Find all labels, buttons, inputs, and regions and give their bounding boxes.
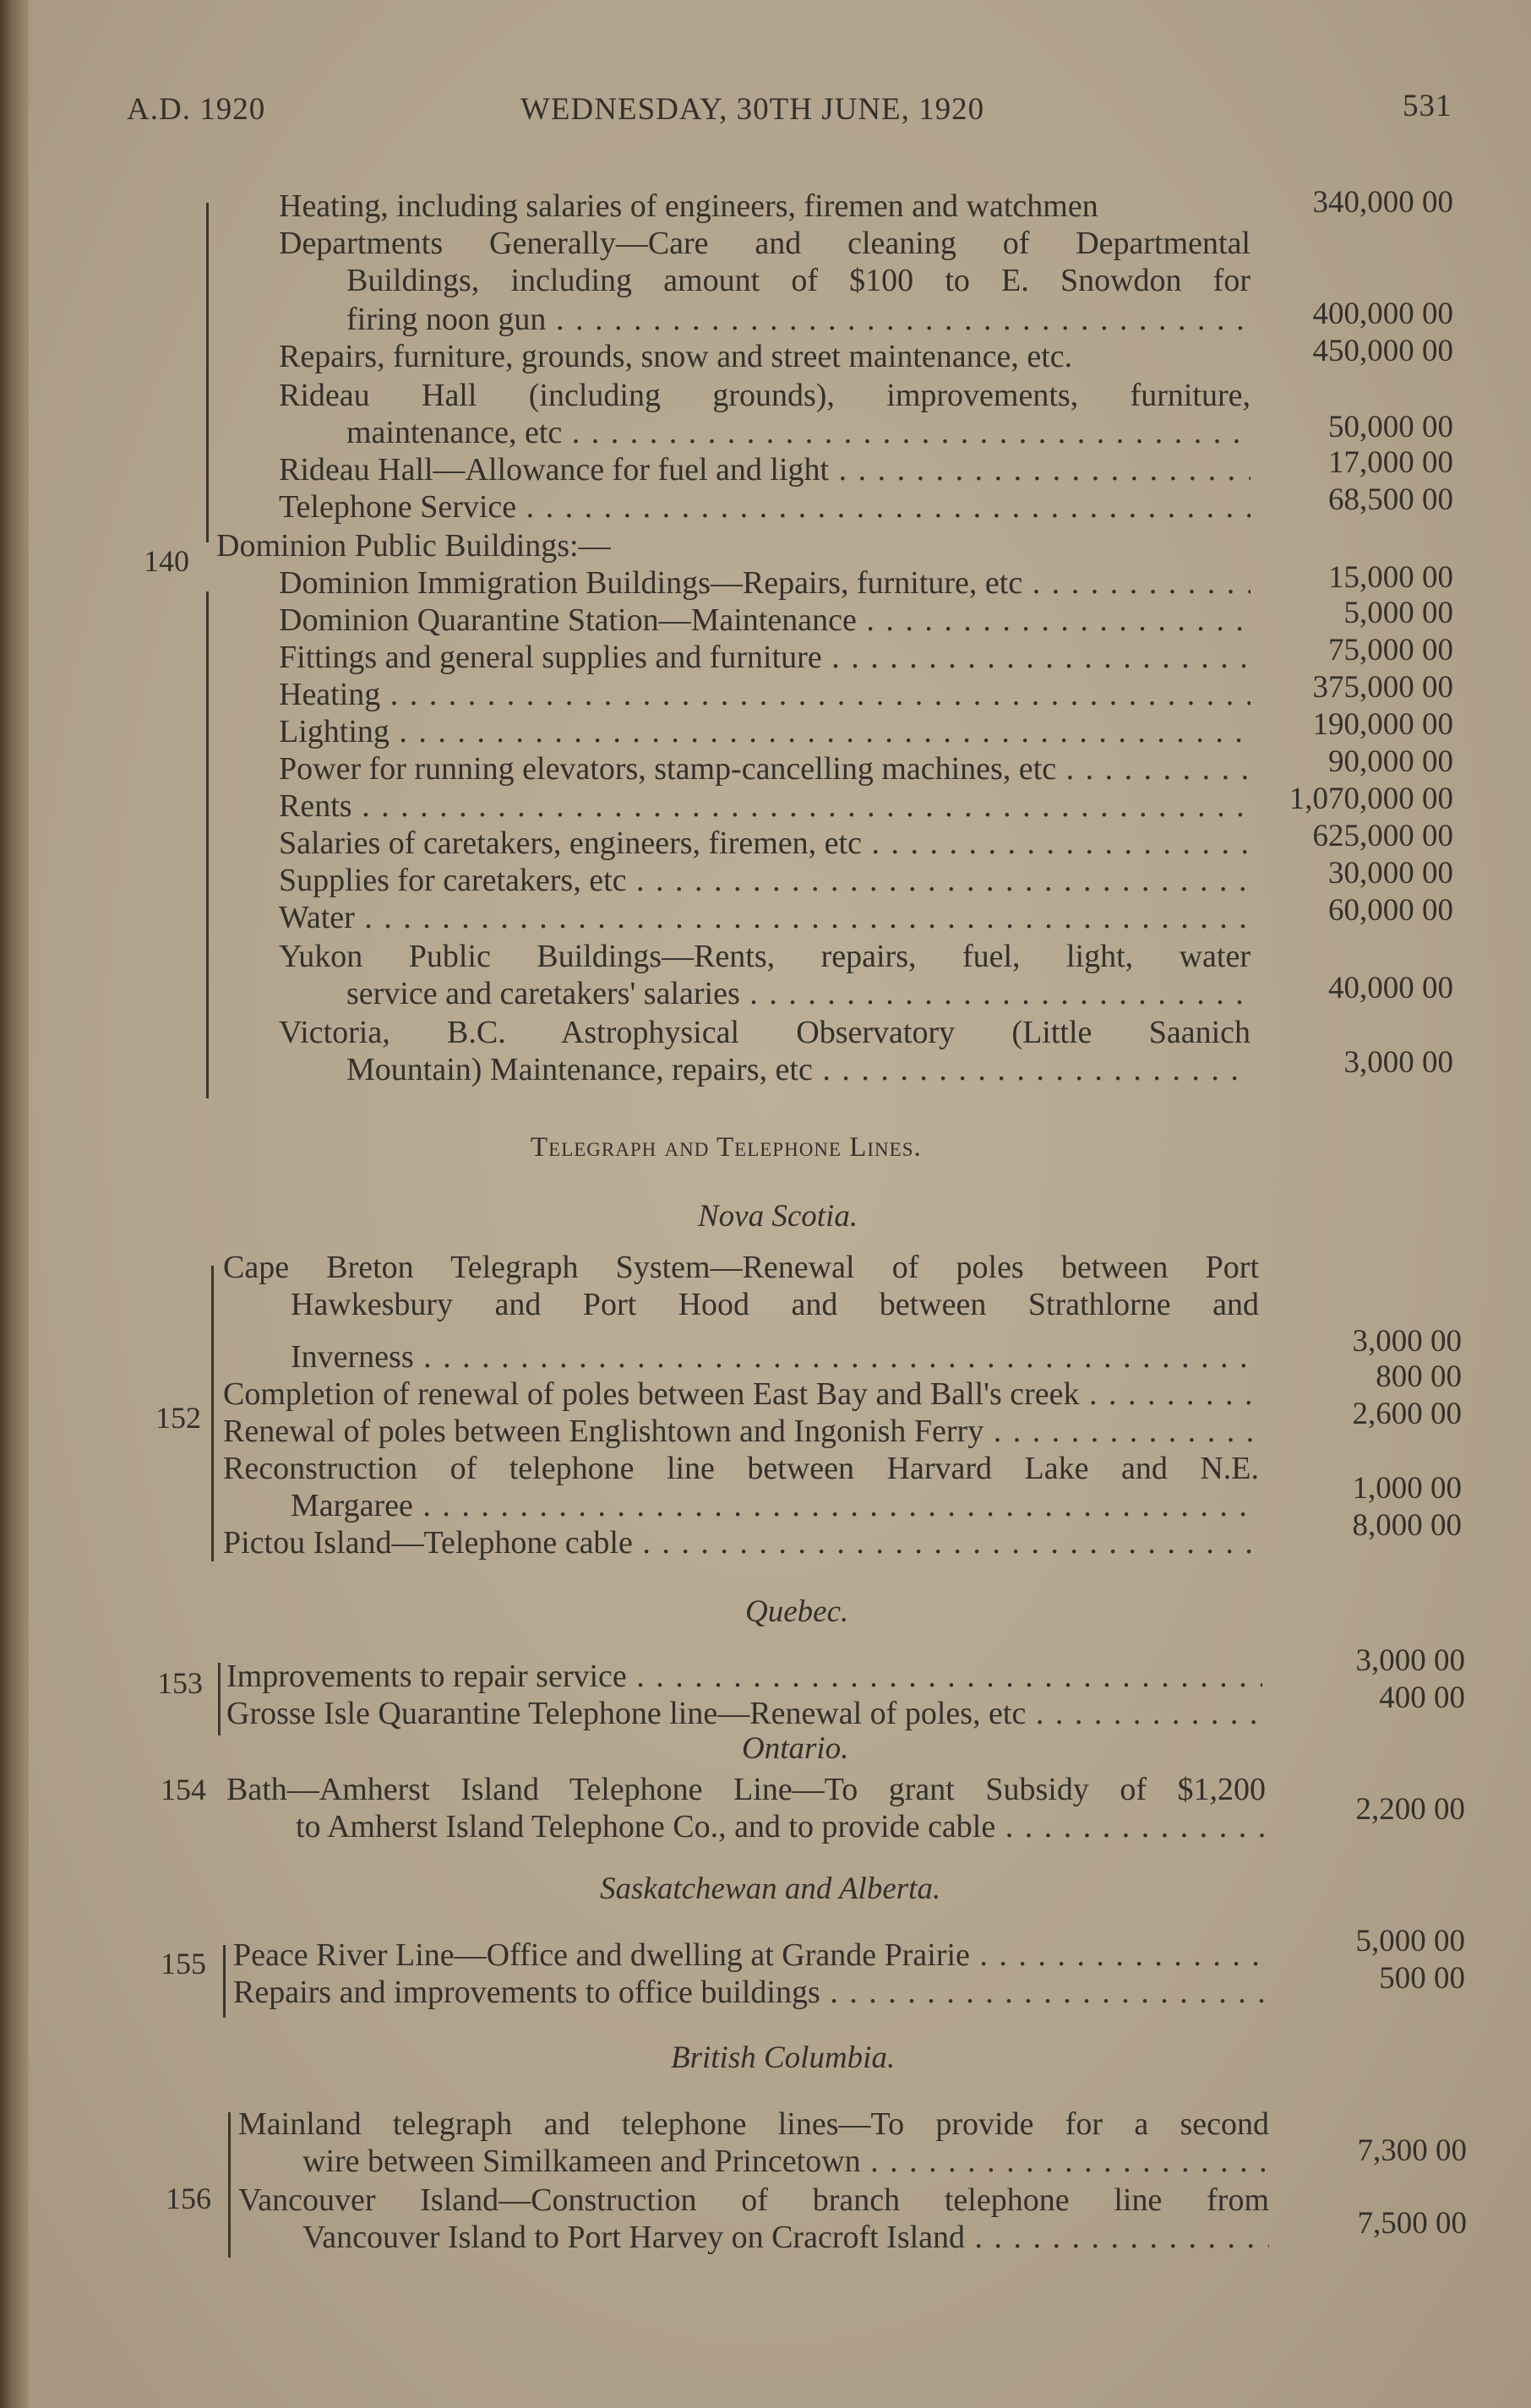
yukon-line-2: service and caretakers' salaries . . . [346,975,1250,1012]
power-line: Power for running elevators, stamp-cancelling machines, etc . . . [279,750,1250,787]
renewal-amount: 2,600 00 [1352,1397,1462,1431]
rideau-fuel-amount: 17,000 00 [1328,445,1453,480]
lighting-line: Lighting . . . [279,713,1250,750]
cape-breton-line-3: Inverness . . . [291,1338,1259,1376]
rents-amount: 1,070,000 00 [1289,782,1453,816]
cape-breton-line-1: Cape Breton Telegraph System—Renewal of poles between Port [223,1250,1259,1285]
fittings-line: Fittings and general supplies and furniture . . . [279,639,1250,676]
vote-number-154: 154 [161,1773,206,1806]
vote-number-155: 155 [161,1947,206,1980]
mainland-line-2: wire between Similkameen and Princetown . . . [302,2143,1269,2180]
reconstruction-line-1: Reconstruction of telephone line between Harvard Lake and N.E. [223,1451,1259,1486]
peace-river-amount: 5,000 00 [1355,1924,1465,1959]
rideau-line-1: Rideau Hall (including grounds), improvements, furniture, [279,378,1250,413]
brace-lower [206,591,209,1098]
improvements-line: Improvements to repair service . . . [226,1658,1262,1695]
water-amount: 60,000 00 [1328,893,1453,928]
departments-amount: 400,000 00 [1312,297,1453,331]
reconstruction-line-2: Margaree . . . [291,1487,1259,1524]
quebec-title: Quebec. [745,1594,849,1629]
office-repairs-amount: 500 00 [1379,1961,1465,1996]
grosse-isle-amount: 400 00 [1379,1681,1465,1715]
peace-river-line: Peace River Line—Office and dwelling at Grande Prairie . . . [233,1937,1266,1974]
yukon-line-1: Yukon Public Buildings—Rents, repairs, fuel, light, water [279,939,1250,974]
rideau-amount: 50,000 00 [1328,410,1453,444]
heating-salaries-line: Heating, including salaries of engineers, firemen and watchmen [279,188,1098,224]
bath-line-2: to Amherst Island Telephone Co., and to provide cable . . . [296,1808,1266,1845]
pictou-line: Pictou Island—Telephone cable . . . [223,1524,1259,1561]
dominion-buildings-heading: Dominion Public Buildings:— [216,528,611,564]
sask-alberta-title: Saskatchewan and Alberta. [600,1871,941,1906]
rideau-line-2: maintenance, etc . . . [346,414,1250,451]
supplies-amount: 30,000 00 [1328,856,1453,891]
departments-line-3: firing noon gun . . . [346,301,1250,338]
heating-amount: 375,000 00 [1312,670,1453,705]
salaries-line: Salaries of caretakers, engineers, firemen, etc . . . [279,825,1250,862]
victoria-amount: 3,000 00 [1343,1045,1453,1080]
bath-amount: 2,200 00 [1355,1792,1465,1827]
reconstruction-amount: 1,000 00 [1352,1471,1462,1506]
brace-153 [218,1663,221,1735]
victoria-line-2: Mountain) Maintenance, repairs, etc . . . [346,1051,1250,1088]
quarantine-line: Dominion Quarantine Station—Maintenance . . . [279,602,1250,639]
ontario-title: Ontario. [742,1731,849,1766]
rents-line: Rents . . . [279,787,1250,825]
quarantine-amount: 5,000 00 [1343,596,1453,630]
bath-line-1: Bath—Amherst Island Telephone Line—To grant Subsidy of $1,200 [226,1772,1266,1807]
repairs-amount: 450,000 00 [1312,334,1453,368]
yukon-amount: 40,000 00 [1328,971,1453,1005]
fittings-amount: 75,000 00 [1328,633,1453,667]
vote-number-156: 156 [166,2182,211,2215]
vancouver-line-2: Vancouver Island to Port Harvey on Cracroft Island . . . [302,2219,1269,2256]
brace-152 [211,1266,214,1561]
lighting-amount: 190,000 00 [1312,707,1453,742]
vancouver-amount: 7,500 00 [1357,2206,1467,2241]
repairs-line: Repairs, furniture, grounds, snow and street maintenance, etc. [279,339,1073,374]
vote-number-140: 140 [144,544,189,578]
nova-scotia-title: Nova Scotia. [698,1199,858,1234]
telephone-service-line: Telephone Service . . . [279,488,1250,526]
heating-line: Heating . . . [279,676,1250,713]
cape-breton-line-2: Hawkesbury and Port Hood and between Strathlorne and [291,1287,1259,1322]
improvements-amount: 3,000 00 [1355,1643,1465,1678]
header-date: WEDNESDAY, 30TH JUNE, 1920 [520,92,985,127]
brace-upper [206,203,209,542]
cape-breton-amount: 3,000 00 [1352,1324,1462,1359]
book-binding-edge [0,0,29,2408]
water-line: Water . . . [279,899,1250,936]
telegraph-section-title: Telegraph and Telephone Lines. [531,1132,922,1163]
salaries-amount: 625,000 00 [1312,819,1453,853]
completion-line: Completion of renewal of poles between East Bay and Ball's creek . . . [223,1376,1259,1413]
vote-number-153: 153 [157,1666,203,1700]
grosse-isle-line: Grosse Isle Quarantine Telephone line—Renewal of poles, etc . . . [226,1695,1262,1732]
rideau-fuel-line: Rideau Hall—Allowance for fuel and light . . . [279,451,1250,488]
page-number: 531 [1403,89,1452,123]
british-columbia-title: British Columbia. [671,2040,896,2075]
pictou-amount: 8,000 00 [1352,1508,1462,1543]
telephone-service-amount: 68,500 00 [1328,482,1453,517]
vote-number-152: 152 [155,1401,201,1435]
immigration-amount: 15,000 00 [1328,560,1453,595]
immigration-line: Dominion Immigration Buildings—Repairs, furniture, etc . . . [279,564,1250,602]
renewal-line: Renewal of poles between Englishtown and Ingonish Ferry . . . [223,1413,1259,1450]
completion-amount: 800 00 [1376,1359,1462,1394]
office-repairs-line: Repairs and improvements to office buildings . . . [233,1974,1266,2011]
power-amount: 90,000 00 [1328,744,1453,779]
brace-156 [228,2112,231,2258]
mainland-line-1: Mainland telegraph and telephone lines—To provide for a second [238,2106,1269,2142]
vancouver-line-1: Vancouver Island—Construction of branch telephone line from [238,2182,1269,2218]
brace-155 [223,1945,226,2018]
departments-line-2: Buildings, including amount of $100 to E. Snowdon for [346,263,1250,298]
header-year: A.D. 1920 [127,92,266,127]
departments-line-1: Departments Generally—Care and cleaning of Departmental [279,226,1250,261]
mainland-amount: 7,300 00 [1357,2133,1467,2168]
victoria-line-1: Victoria, B.C. Astrophysical Observatory (Little Saanich [279,1015,1250,1050]
supplies-line: Supplies for caretakers, etc . . . [279,862,1250,899]
heating-salaries-amount: 340,000 00 [1312,185,1453,220]
